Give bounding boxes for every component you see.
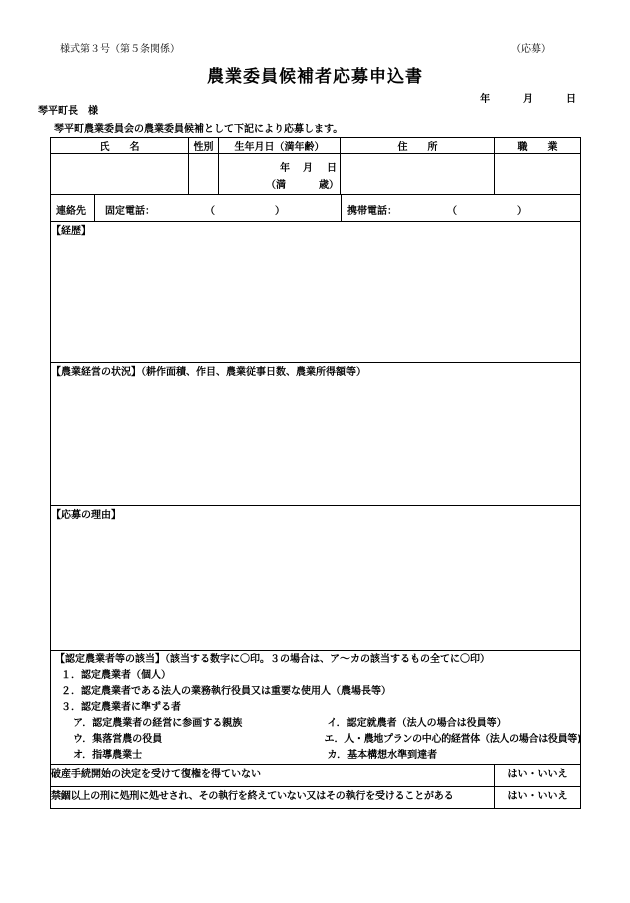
- mobile-field[interactable]: （ ）: [447, 206, 527, 217]
- birth-year-label: 年: [280, 163, 290, 174]
- sub-item-u[interactable]: ウ．集落営農の役員: [73, 734, 163, 745]
- address-header: 住 所: [341, 138, 495, 154]
- occupation-header: 職 業: [495, 138, 581, 154]
- qualification-row: [51, 651, 581, 765]
- history-field[interactable]: [51, 222, 581, 363]
- qualification-item-3[interactable]: ３．認定農業者に準ずる者: [61, 702, 181, 713]
- mobile-label: 携帯電話：: [347, 206, 397, 217]
- name-header: 氏 名: [51, 138, 189, 154]
- farm-row: [51, 363, 581, 506]
- question-answer[interactable]: はい・いいえ: [495, 787, 581, 809]
- birth-day-label: 日: [327, 163, 337, 174]
- sex-field[interactable]: [189, 154, 219, 195]
- header-row: [51, 138, 581, 154]
- birth-month-label: 月: [303, 163, 313, 174]
- contact-label: 連絡先: [56, 206, 86, 217]
- form-number: 様式第３号（第５条関係）: [60, 44, 180, 55]
- reason-field[interactable]: [51, 506, 581, 651]
- qualification-heading: 【認定農業者等の該当】（該当する数字に〇印。３の場合は、ア～カの該当するもの全てに〇印）: [55, 654, 490, 665]
- address-field[interactable]: [341, 154, 495, 195]
- sub-item-a[interactable]: ア．認定農業者の経営に参画する親族: [73, 718, 243, 729]
- reason-label: 【応募の理由】: [51, 510, 121, 521]
- qualification-item-1[interactable]: １．認定農業者（個人）: [61, 670, 171, 681]
- history-label: 【経歴】: [51, 226, 91, 237]
- recipient: 琴平町長 様: [38, 106, 98, 117]
- sub-item-o[interactable]: オ．指導農業士: [73, 750, 143, 761]
- farm-status-field[interactable]: [51, 363, 581, 506]
- statement: 琴平町農業委員会の農業委員候補として下記により応募します。: [54, 124, 344, 135]
- birth-header: 生年月日（満年齢）: [219, 138, 341, 154]
- date-year-label: 年: [480, 94, 491, 105]
- question-row: [51, 765, 581, 787]
- sex-header: 性別: [189, 138, 219, 154]
- question-answer[interactable]: はい・いいえ: [495, 765, 581, 787]
- contact-row: [51, 195, 581, 222]
- sub-item-i[interactable]: イ．認定就農者（法人の場合は役員等）: [327, 718, 507, 729]
- history-row: [51, 222, 581, 363]
- question-text: 破産手続開始の決定を受けて復権を得ていない: [51, 765, 495, 787]
- application-table: [50, 137, 581, 809]
- entry-row: [51, 154, 581, 195]
- qualification-item-2[interactable]: ２．認定農業者である法人の業務執行役員又は重要な使用人（農場長等）: [61, 686, 391, 697]
- application-tag: （応募）: [511, 44, 551, 55]
- landline-label: 固定電話：: [105, 206, 155, 217]
- name-field[interactable]: [51, 154, 189, 195]
- question-text: 禁錮以上の刑に処刑に処せされ、その執行を終えていない又はその執行を受けることがある: [51, 787, 495, 809]
- occupation-field[interactable]: [495, 154, 581, 195]
- age-close-label: 歳）: [319, 180, 339, 191]
- age-open-label: （満: [266, 180, 286, 191]
- landline-field[interactable]: （ ）: [205, 206, 285, 217]
- birth-field[interactable]: [219, 154, 341, 195]
- sub-item-e[interactable]: エ．人・農地プランの中心的経営体（法人の場合は役員等): [324, 734, 582, 745]
- question-row: [51, 787, 581, 809]
- date-month-label: 月: [523, 94, 534, 105]
- reason-row: [51, 506, 581, 651]
- date-day-label: 日: [566, 94, 576, 105]
- page-title: 農業委員候補者応募申込書: [207, 67, 423, 87]
- sub-item-ka[interactable]: カ．基本構想水準到達者: [327, 750, 438, 761]
- farm-status-label: 【農業経営の状況】（耕作面積、作目、農業従事日数、農業所得額等）: [51, 367, 366, 378]
